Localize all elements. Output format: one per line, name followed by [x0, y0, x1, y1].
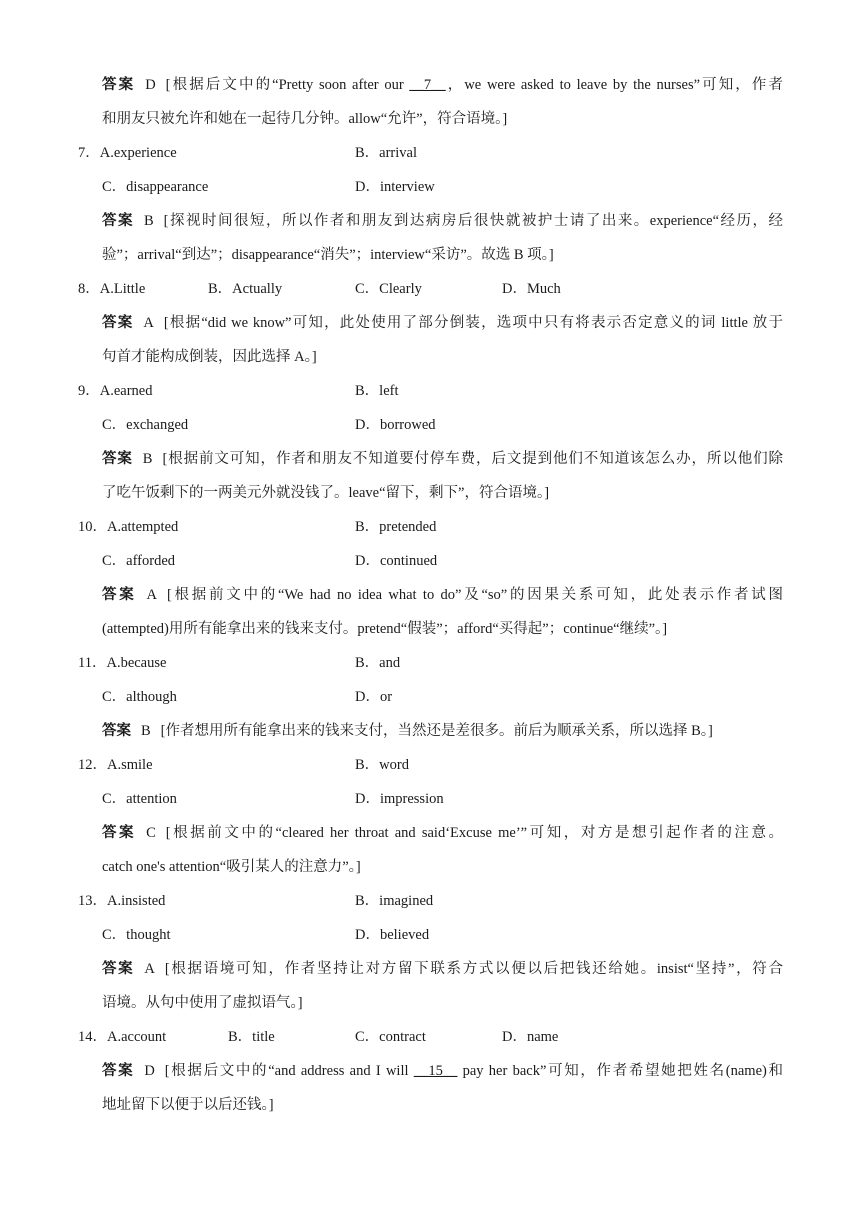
option-d: D．name	[502, 1029, 559, 1045]
question-7-row-2	[78, 176, 783, 198]
option-a: A.attempted	[107, 519, 179, 535]
question-number: 11．	[78, 655, 107, 671]
answer-key: B	[142, 451, 153, 467]
option-b: B．left	[355, 383, 399, 399]
answer-line: 语境。从句中使用了虚拟语气。]	[102, 995, 303, 1011]
question-number: 8．	[78, 281, 100, 297]
option-b: B．title	[228, 1029, 275, 1045]
blank-15: __15__	[413, 1063, 458, 1079]
option-a: A.insisted	[107, 893, 166, 909]
option-d: D．impression	[355, 791, 444, 807]
answer-label: 答案	[102, 77, 136, 93]
option-b: B．imagined	[355, 893, 434, 909]
option-a: A.Little	[99, 281, 146, 297]
answer-key: B	[144, 213, 154, 229]
question-11-row-1	[78, 652, 783, 674]
question-number: 13．	[78, 893, 107, 909]
option-c: C．Clearly	[355, 281, 422, 297]
question-13-row-1	[78, 890, 783, 912]
blank-7: __7__	[409, 77, 446, 93]
answer-line: 地址留下以便于以后还钱。]	[102, 1097, 274, 1113]
answer-label: 答案	[102, 1063, 135, 1079]
answer-key: B	[141, 723, 151, 739]
option-c: C．attention	[102, 791, 177, 807]
option-b: B．pretended	[355, 519, 437, 535]
option-d: D．continued	[355, 553, 438, 569]
option-a: A.because	[106, 655, 167, 671]
question-14-row	[78, 1026, 783, 1048]
answer-line	[102, 74, 783, 96]
answer-key: A	[143, 315, 154, 331]
option-c: C．afforded	[102, 553, 176, 569]
answer-line	[102, 958, 783, 980]
answer-line	[102, 584, 783, 606]
option-c: C．although	[102, 689, 177, 705]
option-b: B．arrival	[355, 145, 418, 161]
option-d: D．believed	[355, 927, 430, 943]
answer-line: 句首才能构成倒装，因此选择 A。]	[102, 349, 317, 365]
question-7-row-1	[78, 142, 783, 164]
option-b: B．and	[355, 655, 401, 671]
answer-label: 答案	[102, 213, 134, 229]
question-13-row-2	[78, 924, 783, 946]
question-10-row-1	[78, 516, 783, 538]
answer-key: D	[145, 77, 156, 93]
answer-label: 答案	[102, 825, 137, 841]
answer-text: [根据前文可知，作者和朋友不知道要付停车费，后文提到他们不知道该怎么办，所以他们除	[162, 451, 784, 467]
question-9-row-1	[78, 380, 783, 402]
answer-line: 验”；arrival“到达”；disappearance“消失”；interview“采访”。故选 B 项。]	[102, 247, 554, 263]
answer-line: (attempted)用所有能拿出来的钱来支付。pretend“假装”；afford“买得起”；continue“继续”。]	[102, 621, 668, 637]
option-a: A.account	[107, 1029, 167, 1045]
answer-line	[102, 210, 783, 232]
answer-key: A	[146, 587, 157, 603]
question-number: 9．	[78, 383, 100, 399]
answer-text: pay her back”可知，作者希望她把姓名(name)和	[457, 1063, 783, 1079]
question-12-row-1	[78, 754, 783, 776]
answer-text: [根据前文中的“We had no idea what to do”及“so”的因果关系可知，此处表示作者试图	[166, 587, 784, 603]
option-d: D．or	[355, 689, 393, 705]
question-number: 14．	[78, 1029, 107, 1045]
answer-line	[102, 822, 783, 844]
answer-line: 和朋友只被允许和她在一起待几分钟。allow“允许”，符合语境。]	[102, 111, 508, 127]
question-11-row-2	[78, 686, 783, 708]
question-12-row-2	[78, 788, 783, 810]
option-c: C．exchanged	[102, 417, 189, 433]
question-number: 12．	[78, 757, 107, 773]
option-d: D．borrowed	[355, 417, 436, 433]
answer-text: [根据后文中的“and address and I will	[164, 1063, 414, 1079]
option-d: D．interview	[355, 179, 435, 195]
answer-text: [根据后文中的“Pretty soon after our	[165, 77, 410, 93]
answer-label: 答案	[102, 451, 133, 467]
option-c: C．thought	[102, 927, 171, 943]
answer-text: [作者想用所有能拿出来的钱来支付，当然还是差很多。前后为顺承关系，所以选择 B。]	[160, 723, 713, 739]
question-number: 10．	[78, 519, 107, 535]
option-c: C．contract	[355, 1029, 426, 1045]
option-a: A.experience	[99, 145, 177, 161]
option-b: B．word	[355, 757, 409, 773]
answer-line	[102, 1060, 783, 1082]
answer-label: 答案	[102, 587, 137, 603]
answer-text: [根据“did we know”可知，此处使用了部分倒装，选项中只有将表示否定意义的词 little 放于	[163, 315, 784, 331]
answer-label: 答案	[102, 723, 131, 739]
answer-text: [探视时间很短，所以作者和朋友到达病房后很快就被护士请了出来。experience“经历，经	[163, 213, 783, 229]
answer-line: catch one's attention“吸引某人的注意力”。]	[102, 859, 361, 875]
answer-label: 答案	[102, 961, 135, 977]
answer-text: [根据语境可知，作者坚持让对方留下联系方式以便以后把钱还给她。insist“坚持”，符合	[164, 961, 783, 977]
option-d: D．Much	[502, 281, 561, 297]
answer-line	[102, 448, 783, 470]
question-8-row	[78, 278, 783, 300]
answer-label: 答案	[102, 315, 134, 331]
answer-text: [根据前文中的“cleared her throat and said‘Excuse me’”可知，对方是想引起作者的注意。	[165, 825, 784, 841]
answer-text: ，we were asked to leave by the nurses”可知，作者	[445, 77, 783, 93]
answer-line	[102, 720, 783, 742]
option-c: C．disappearance	[102, 179, 209, 195]
question-number: 7．A.experience	[78, 145, 177, 161]
answer-line: 了吃午饭剩下的一两美元外就没钱了。leave“留下，剩下”，符合语境。]	[102, 485, 550, 501]
answer-key: A	[144, 961, 155, 977]
option-a: A.earned	[99, 383, 153, 399]
question-9-row-2	[78, 414, 783, 436]
answer-key: C	[146, 825, 156, 841]
question-10-row-2	[78, 550, 783, 572]
option-a: A.smile	[107, 757, 153, 773]
option-b: B．Actually	[208, 281, 283, 297]
answer-line	[102, 312, 783, 334]
answer-key: D	[144, 1063, 155, 1079]
